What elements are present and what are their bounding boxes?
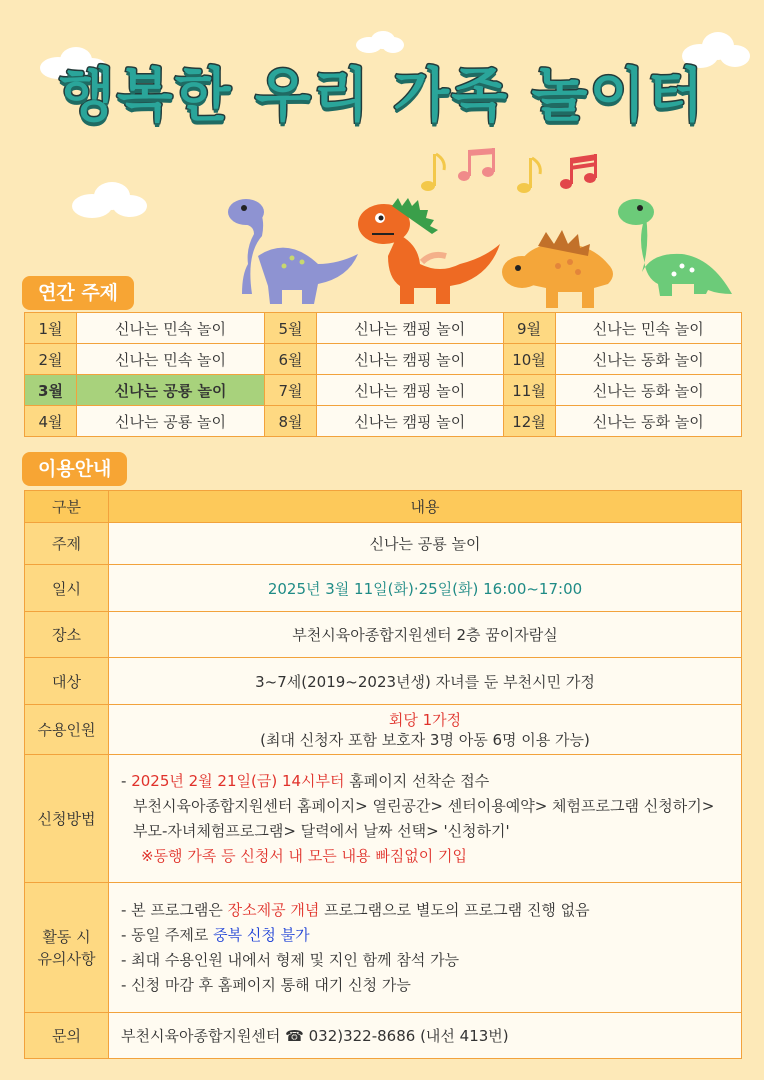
capacity-value bbox=[109, 705, 742, 755]
theme-cell: 신나는 캠핑 놀이 bbox=[317, 375, 503, 406]
notes-label-line1: 활동 시 bbox=[42, 927, 91, 946]
page-title: 행복한 우리 가족 놀이터 bbox=[58, 61, 706, 129]
theme-cell: 신나는 민속 놀이 bbox=[77, 313, 265, 344]
theme-cell: 신나는 캠핑 놀이 bbox=[317, 406, 503, 437]
notes-label bbox=[25, 883, 109, 1013]
apply-start-date: 2025년 2월 21일(금) 14시부터 bbox=[131, 771, 345, 790]
theme-cell: 신나는 캠핑 놀이 bbox=[317, 313, 503, 344]
usage-info-table bbox=[24, 490, 742, 1059]
contact-label: 문의 bbox=[25, 1013, 109, 1059]
apply-line2: 부천시육아종합지원센터 홈페이지> 열린공간> 센터이용예약> 체험프로그램 신청하기> bbox=[133, 796, 715, 815]
theme-cell: 신나는 공룡 놀이 bbox=[77, 375, 265, 406]
notes-value bbox=[109, 883, 742, 1013]
note-1-highlight: 장소제공 개념 bbox=[227, 900, 320, 919]
datetime-value: 2025년 3월 11일(화)·25일(화) 16:00~17:00 bbox=[109, 565, 742, 612]
capacity-label: 수용인원 bbox=[25, 705, 109, 755]
annual-theme-table bbox=[24, 312, 742, 437]
header-key: 구분 bbox=[25, 491, 109, 523]
table-row bbox=[25, 406, 742, 437]
month-cell: 12월 bbox=[503, 406, 555, 437]
header-value: 내용 bbox=[109, 491, 742, 523]
note-4: - 신청 마감 후 홈페이지 통해 대기 신청 가능 bbox=[121, 975, 411, 994]
apply-line1 bbox=[121, 769, 731, 794]
month-cell: 11월 bbox=[503, 375, 555, 406]
note-1-a: - 본 프로그램은 bbox=[121, 900, 228, 919]
apply-value bbox=[109, 755, 742, 883]
capacity-line2: (최대 신청자 포함 보호자 3명 아동 6명 이용 가능) bbox=[260, 730, 590, 749]
month-cell: 8월 bbox=[265, 406, 317, 437]
usage-info-tag: 이용안내 bbox=[22, 452, 127, 486]
apply-label: 신청방법 bbox=[25, 755, 109, 883]
month-cell: 1월 bbox=[25, 313, 77, 344]
dinosaur-illustration bbox=[222, 196, 752, 314]
table-row bbox=[25, 491, 742, 523]
note-1-b: 프로그램으로 별도의 프로그램 진행 없음 bbox=[319, 900, 590, 919]
theme-cell: 신나는 동화 놀이 bbox=[555, 406, 742, 437]
table-row bbox=[25, 313, 742, 344]
capacity-line1: 회당 1가정 bbox=[388, 710, 462, 729]
note-2 bbox=[121, 923, 731, 948]
month-cell: 5월 bbox=[265, 313, 317, 344]
cloud-decoration bbox=[70, 180, 150, 220]
table-row bbox=[25, 344, 742, 375]
table-row bbox=[25, 883, 742, 1013]
note-1 bbox=[121, 898, 731, 923]
theme-value: 신나는 공룡 놀이 bbox=[109, 523, 742, 565]
theme-cell: 신나는 캠핑 놀이 bbox=[317, 344, 503, 375]
month-cell: 4월 bbox=[25, 406, 77, 437]
target-value: 3~7세(2019~2023년생) 자녀를 둔 부천시민 가정 bbox=[109, 658, 742, 705]
theme-cell: 신나는 동화 놀이 bbox=[555, 344, 742, 375]
table-row bbox=[25, 755, 742, 883]
table-row bbox=[25, 523, 742, 565]
theme-label: 주제 bbox=[25, 523, 109, 565]
note-2-highlight: 중복 신청 불가 bbox=[213, 925, 310, 944]
place-label: 장소 bbox=[25, 612, 109, 658]
annual-theme-tag: 연간 주제 bbox=[22, 276, 134, 310]
note-3: - 최대 수용인원 내에서 형제 및 지인 함께 참석 가능 bbox=[121, 950, 460, 969]
table-row bbox=[25, 565, 742, 612]
month-cell: 7월 bbox=[265, 375, 317, 406]
table-row bbox=[25, 375, 742, 406]
table-row bbox=[25, 1013, 742, 1059]
theme-cell: 신나는 동화 놀이 bbox=[555, 375, 742, 406]
month-cell: 10월 bbox=[503, 344, 555, 375]
theme-cell: 신나는 민속 놀이 bbox=[77, 344, 265, 375]
target-label: 대상 bbox=[25, 658, 109, 705]
table-row bbox=[25, 658, 742, 705]
datetime-label: 일시 bbox=[25, 565, 109, 612]
apply-bullet: - bbox=[121, 771, 132, 790]
apply-line1-rest: 홈페이지 선착순 접수 bbox=[344, 771, 490, 790]
apply-line3: 부모-자녀체험프로그램> 달력에서 날짜 선택> '신청하기' bbox=[133, 821, 510, 840]
place-value: 부천시육아종합지원센터 2층 꿈이자람실 bbox=[109, 612, 742, 658]
apply-line4: ※동행 가족 등 신청서 내 모든 내용 빠짐없이 기입 bbox=[141, 846, 468, 865]
month-cell: 3월 bbox=[25, 375, 77, 406]
table-row bbox=[25, 705, 742, 755]
month-cell: 2월 bbox=[25, 344, 77, 375]
month-cell: 6월 bbox=[265, 344, 317, 375]
theme-cell: 신나는 민속 놀이 bbox=[555, 313, 742, 344]
music-notes-icon bbox=[416, 148, 606, 200]
table-row bbox=[25, 612, 742, 658]
month-cell: 9월 bbox=[503, 313, 555, 344]
theme-cell: 신나는 공룡 놀이 bbox=[77, 406, 265, 437]
note-2-a: - 동일 주제로 bbox=[121, 925, 214, 944]
notes-label-line2: 유의사항 bbox=[37, 949, 96, 968]
contact-value: 부천시육아종합지원센터 ☎ 032)322-8686 (내선 413번) bbox=[109, 1013, 742, 1059]
